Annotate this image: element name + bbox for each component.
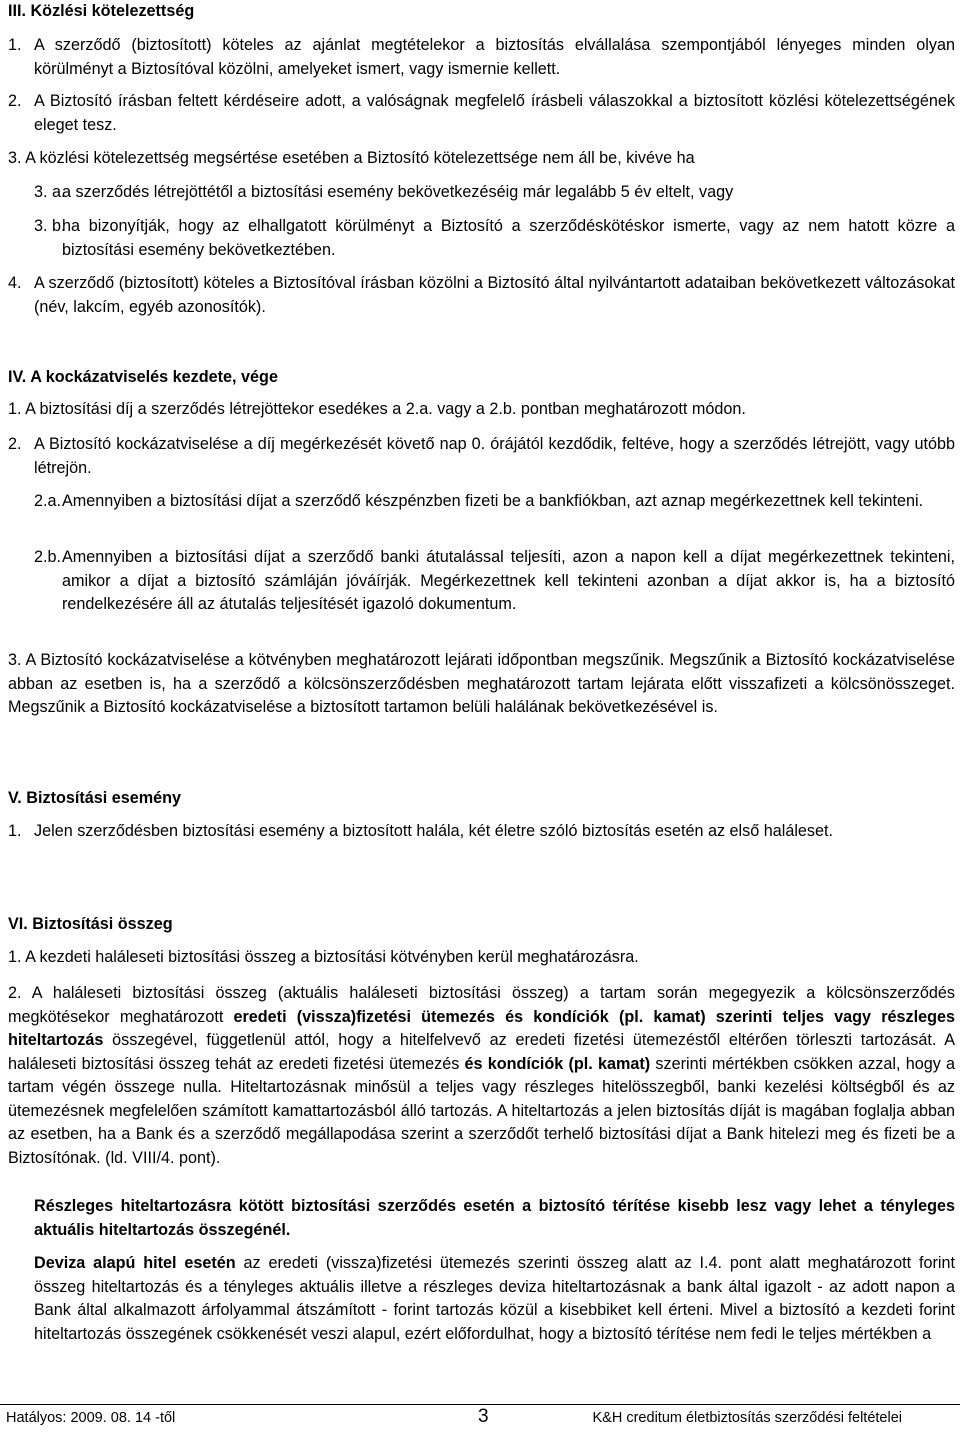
section-4-paragraph-1: 1. A biztosítási díj a szerződés létrejöttekor esedékes a 2.a. vagy a 2.b. pontban meghatározott módon. — [8, 400, 746, 418]
paragraph-text: Amennyiben a biztosítási díjat a szerződő készpénzben fizeti be a bankfiókban, azt aznap megérkezettnek kell tekinteni. — [62, 492, 924, 510]
paragraph-text: Jelen szerződésben biztosítási esemény a biztosított halála, két életre szóló biztosítás esetén az első haláleset. — [34, 822, 834, 840]
section-3-paragraph-1 — [8, 34, 955, 81]
paragraph-text: A Biztosító kockázatviselése a díj megérkezését követő nap 0. órájától kezdődik, feltéve, hogy a szerződés létrejött, vagy utóbb létrejön. — [34, 435, 955, 477]
item-number: 2. — [8, 92, 22, 110]
footer-page-number: 3 — [478, 1406, 489, 1427]
paragraph-text: A Biztosító írásban feltett kérdéseire adott, a valóságnak megfelelő írásbeli válaszokkal a biztosított közlési kötelezettségének eleget tesz. — [34, 92, 955, 134]
item-number: 3. b. — [34, 217, 66, 235]
paragraph-text: A szerződő (biztosított) köteles az ajánlat megtételekor a biztosítás elvállalása szempontjából lényeges minden olyan körülményt a Biztosítóval közölni, amelyeket ismert, vagy ismernie kellett. — [34, 36, 955, 78]
section-3-paragraph-3a — [34, 181, 955, 205]
section-3-paragraph-2 — [8, 90, 955, 137]
paragraph-bold-text: és kondíciók (pl. kamat) — [464, 1054, 651, 1073]
paragraph-text: szerinti mértékben csökken azzal, hogy a tartam végén összege nulla. Hiteltartozásnak minősül a teljes vagy részleges hitelösszegből, banki kezelési költségből és az ütemezésnek megfelelően számított kamattartozásból álló tartozás. A hiteltartozás a jelen biztosítás díját is magában foglalja abban az esetben, ha a Bank és a szerződő megállapodása szerint a szerződőt terhelő biztosítási díjat a Bank hitelezi meg és fizeti be a Biztosítónak. (ld. VIII/4. pont). — [8, 1054, 956, 1167]
section-3-paragraph-4 — [8, 272, 955, 319]
item-number: 2. — [8, 984, 22, 1002]
footer-effective-date: Hatályos: 2009. 08. 14 -től — [6, 1410, 176, 1426]
item-number: 2. — [8, 435, 22, 453]
paragraph-text: ha bizonyítják, hogy az elhallgatott körülményt a Biztosító a szerződéskötéskor ismerte, vagy az nem hatott közre a biztosítási esemény bekövetkeztében. — [62, 217, 955, 259]
paragraph-text: összegével, függetlenül attól, hogy a hitelfelvevő az eredeti fizetési ütemezéstől eltérően törleszti tartozását. A haláleseti biztosítási összeg tehát az eredeti fizetési ütemezés — [8, 1031, 955, 1073]
section-6-paragraph-2 — [8, 982, 955, 1170]
section-4-title: IV. A kockázatviselés kezdete, vége — [8, 368, 278, 386]
item-number: 1. — [8, 822, 22, 840]
page-footer — [6, 1407, 954, 1427]
paragraph-text: A szerződő (biztosított) köteles a Biztosítóval írásban közölni a Biztosító által nyilvántartott adataiban bekövetkezett változásokat (név, lakcím, egyéb azonosítók). — [34, 274, 955, 316]
paragraph-text: Amennyiben a biztosítási díjat a szerződő banki átutalással teljesíti, azon a napon kell a díjat megérkezettnek tekinteni, amikor a díjat a biztosító számláján jóváírják. Megérkezettnek kell tekinteni azonban a díjat akkor is, ha a biztosító rendelkezésére áll az átutalás teljesítését igazoló dokumentum. — [62, 548, 955, 613]
section-3-paragraph-3: 3. A közlési kötelezettség megsértése esetében a Biztosító kötelezettsége nem áll be, kivéve ha — [8, 149, 695, 167]
section-6-deviza-paragraph — [34, 1252, 955, 1346]
paragraph-text: A haláleseti biztosítási összeg (aktuális haláleseti biztosítási összeg) a tartam során megegyezik a kölcsönszerződés megkötésekor meghatározott — [8, 984, 956, 1026]
item-number: 2.b. — [34, 548, 62, 566]
section-6-paragraph-1: 1. A kezdeti haláleseti biztosítási összeg a biztosítási kötvényben kerül meghatározásra. — [8, 948, 639, 966]
item-number: 1. — [8, 36, 22, 54]
section-6-bold-paragraph: Részleges hiteltartozásra kötött biztosítási szerződés esetén a biztosító térítése kisebb lesz vagy lehet a tényleges aktuális hiteltartozás összegénél. — [34, 1197, 955, 1239]
item-number: 3. a. — [34, 183, 66, 201]
section-4-paragraph-2b — [34, 546, 955, 617]
footer-document-title: K&H creditum életbiztosítás szerződési feltételei — [592, 1410, 902, 1426]
section-4-paragraph-3: 3. A Biztosító kockázatviselése a kötvényben meghatározott lejárati időpontban megszűnik. Megszűnik a Biztosító kockázatviselése abban az esetben is, ha a szerződő a kölcsönszerződésben meghatározott tartam lejárata előtt visszafizeti a kölcsönösszeget. Megszűnik a Biztosító kockázatviselése a biztosított tartamon belüli halálának bekövetkezésével is. — [8, 651, 955, 716]
paragraph-text: az eredeti (vissza)fizetési ütemezés szerinti összeg alatt az I.4. pont alatt meghatározott forint összeg hiteltartozás és a tényleges aktuális illetve a részleges deviza hiteltartozásnak a bank által igazolt - az adott napon a Bank által alkalmazott árfolyammal átszámított - forint tartozás közül a kisebbiket kell érteni. Mivel a biztosító a kezdeti forint hiteltartozás összegének csökkenését veszi alapul, ezért előfordulhat, hogy a biztosító térítése nem fedi le teljes mértékben a — [34, 1254, 955, 1343]
section-5-title: V. Biztosítási esemény — [8, 789, 182, 807]
item-number: 4. — [8, 274, 22, 292]
section-6-title: VI. Biztosítási összeg — [8, 915, 173, 933]
section-5-paragraph-1 — [8, 820, 955, 844]
section-3-title: III. Közlési kötelezettség — [8, 2, 195, 20]
item-number: 2.a. — [34, 492, 62, 510]
section-4-paragraph-2 — [8, 433, 955, 480]
section-4-paragraph-2a — [34, 490, 955, 514]
paragraph-text: a szerződés létrejöttétől a biztosítási esemény bekövetkezéséig már legalább 5 év eltelt, vagy — [62, 183, 734, 201]
paragraph-bold-text: eredeti (vissza)fizetési ütemezés és kondíciók (pl. kamat) szerinti teljes vagy részleges hiteltartozás — [8, 1007, 955, 1049]
paragraph-bold-text: Deviza alapú hitel esetén — [34, 1254, 236, 1272]
section-3-paragraph-3b — [34, 215, 955, 262]
